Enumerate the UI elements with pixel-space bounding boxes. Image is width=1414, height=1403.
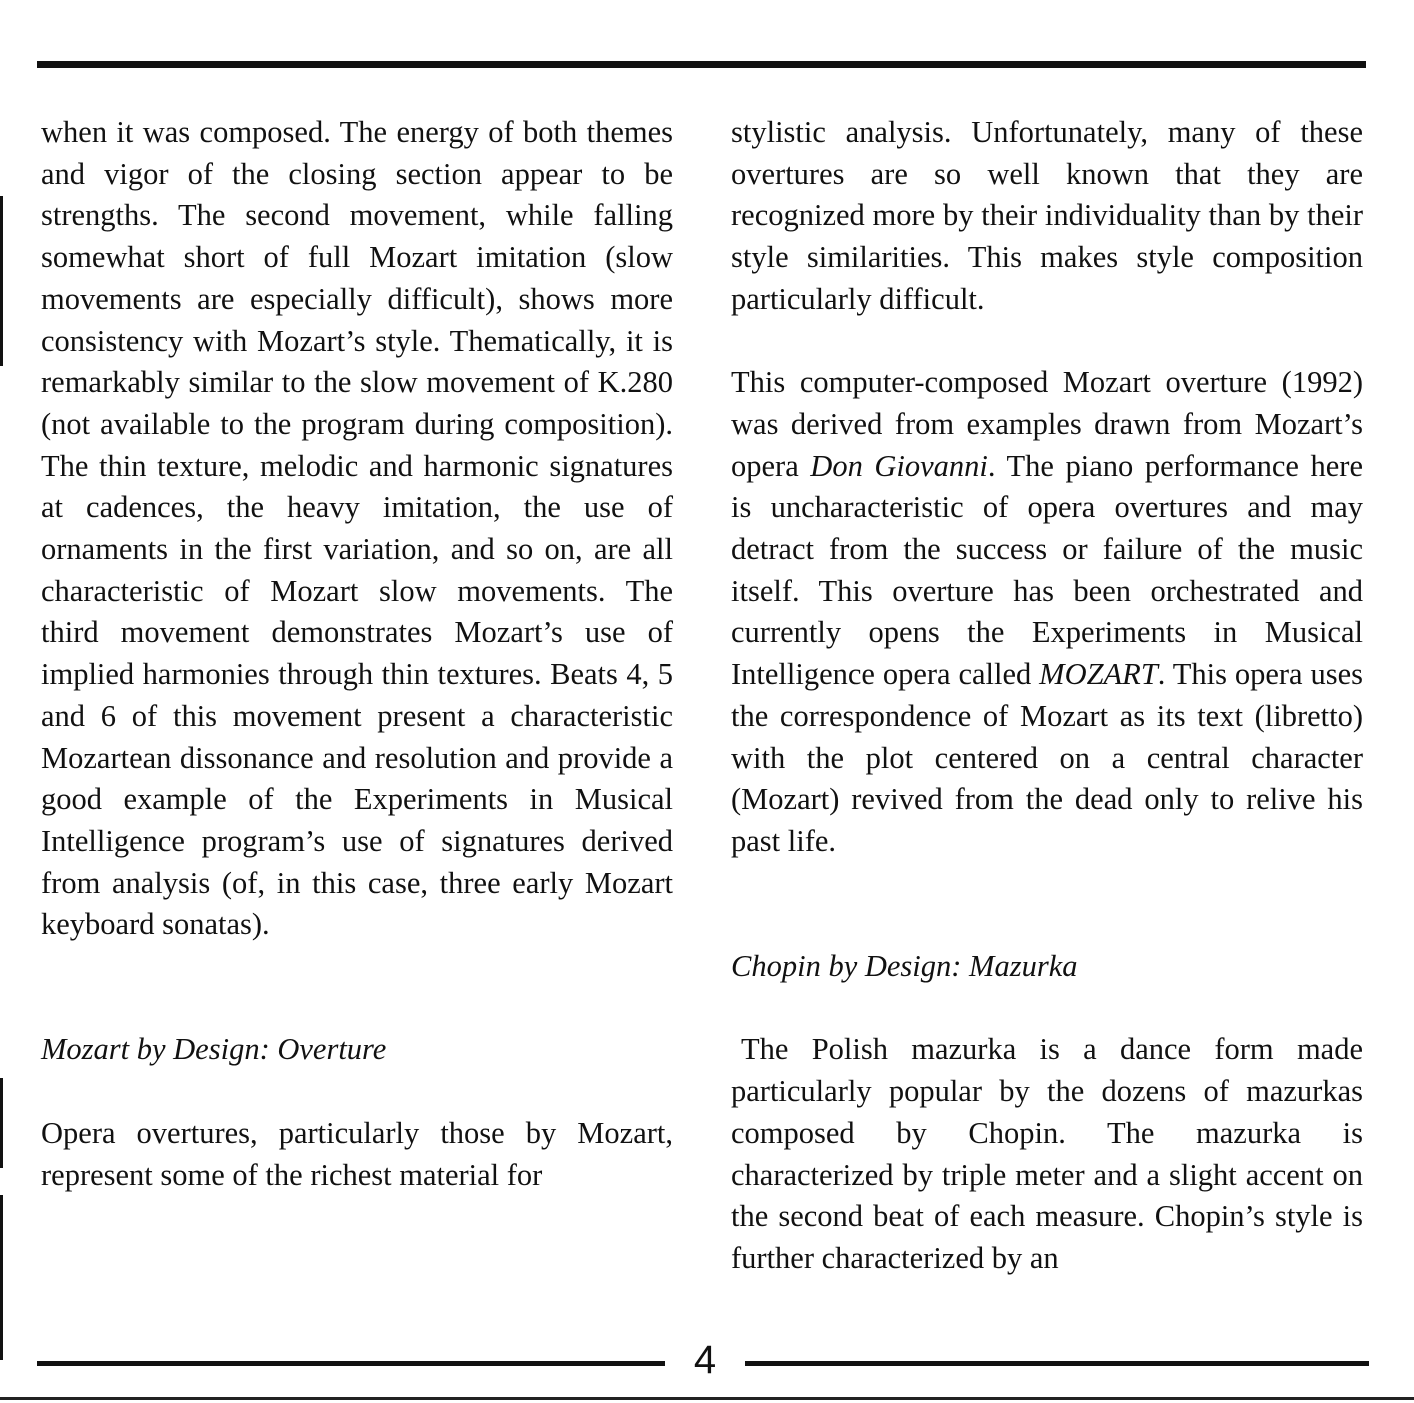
right-paragraph-3: The Polish mazurka is a dance form made particularly popular by the dozens of mazurkas composed by Chopin. The mazurka is characterized by triple meter and a slight accent on the second beat of each measure. Chopin’s style is further characterized by an — [731, 1032, 1363, 1275]
scan-edge-mark — [0, 1195, 3, 1360]
scan-edge-mark — [0, 1078, 3, 1168]
section-heading-chopin-mazurka: Chopin by Design: Mazurka — [731, 949, 1078, 984]
title-mozart-opera: MOZART — [1039, 657, 1158, 692]
scan-edge-bottom — [0, 1397, 1414, 1400]
right-paragraph-1: stylistic analysis. Unfortunately, many of these overtures are so well known that they are recognized more by their individuality than by their style similarities. This makes style composition particularly difficult. — [731, 115, 1363, 316]
scan-edge-mark — [0, 196, 3, 366]
p2-text-start: This computer-composed Mozart overture (1992) was derived from examples drawn from Mozart’s opera — [731, 365, 1363, 483]
page-number: 4 — [693, 1338, 717, 1382]
title-don-giovanni: Don Giovanni — [810, 448, 988, 483]
left-paragraph-1: when it was composed. The energy of both themes and vigor of the closing section appear to be strengths. The second movement, while falling somewhat short of full Mozart imitation (slow movements are especially difficult), shows more consistency with Mozart’s style. Thematically, it is remarkably similar to the slow movement of K.280 (not available to the program during composition). The thin texture, melodic and harmonic signatures at cadences, the heavy imitation, the use of ornaments in the first variation, and so on, are all characteristic of Mozart slow movements. The third movement demonstrates Mozart’s use of implied harmonies through thin textures. Beats 4, 5 and 6 of this movement present a characteristic Mozartean dissonance and resolution and provide a good example of the Experiments in Musical Intelligence program’s use of signatures derived from analysis (of, in this case, three early Mozart keyboard sonatas). — [41, 115, 673, 942]
left-column — [41, 112, 673, 1196]
p2-text-end: . This opera uses the correspondence of Mozart as its text (libretto) with the plot centered on a central character (Mozart) revived from the dead only to relive his past life. — [731, 657, 1363, 858]
right-column — [731, 112, 1363, 1280]
right-paragraph-2 — [731, 362, 1363, 862]
left-paragraph-2: Opera overtures, particularly those by Mozart, represent some of the richest material for — [41, 1115, 673, 1192]
bottom-rule-left — [37, 1361, 665, 1366]
p2-text-middle: . The piano performance here is uncharacteristic of opera overtures and may detract from the success or failure of the music itself. This overture has been orchestrated and currently opens the Experiments in Musical Intelligence opera called — [731, 448, 1363, 692]
top-rule — [37, 61, 1366, 68]
section-heading-mozart-overture: Mozart by Design: Overture — [41, 1032, 387, 1067]
bottom-rule-right — [745, 1361, 1369, 1366]
